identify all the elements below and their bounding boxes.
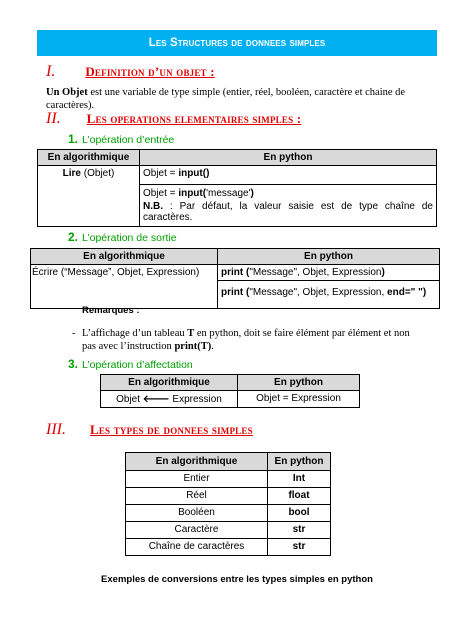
input-python-line-2: Objet = input('message') <box>143 188 254 199</box>
op-1-title: L’opération d’entrée <box>82 134 175 146</box>
table-row: Caractère str <box>126 522 331 539</box>
section-2-number: II. <box>46 110 61 127</box>
input-head-algo: En algorithmique <box>38 150 140 166</box>
table-row: Booléen bool <box>126 505 331 522</box>
input-head-python: En python <box>140 150 437 166</box>
output-head-python: En python <box>218 249 440 265</box>
section-2-heading <box>46 110 301 128</box>
assign-head-algo: En algorithmique <box>101 375 238 391</box>
op-3-title: L’opération d’affectation <box>82 359 193 371</box>
definition-text: est une variable de type simple (entier, réel, booléen, caractère et chaine de caractères). <box>46 87 406 111</box>
input-python-cell <box>140 166 437 227</box>
op-2-title: L’opération de sortie <box>82 232 177 244</box>
output-python-line-1: print ("Message", Objet, Expression) <box>218 265 439 281</box>
section-2-title: Les operations elementaires simples : <box>86 111 302 126</box>
op-2-number: 2. <box>68 230 79 244</box>
output-algo-cell: Écrire (“Message”, Objet, Expression) <box>31 265 218 309</box>
types-head-algo: En algorithmique <box>126 453 268 471</box>
input-op-table <box>37 149 437 227</box>
input-nb-note: N.B. : Par défaut, la valeur saisie est de type chaîne de caractères. <box>143 201 433 223</box>
section-1-definition <box>46 86 436 112</box>
section-1-heading <box>46 63 215 81</box>
page-banner-title: Les Structures de donnees simples <box>37 30 437 56</box>
op-3-number: 3. <box>68 357 79 371</box>
output-python-line-2: print ("Message", Objet, Expression, end=" ") <box>221 287 427 298</box>
left-arrow-icon: 🡐 <box>142 394 170 405</box>
input-algo-cell: Lire (Objet) <box>38 166 140 227</box>
section-3-title: Les types de donnees simples <box>89 422 253 437</box>
assign-op-table <box>100 374 360 408</box>
section-1-number: I. <box>46 63 56 80</box>
op-2-heading <box>68 228 177 246</box>
remarks-bullet: - <box>72 328 76 339</box>
op-3-heading <box>68 355 193 373</box>
assign-algo-cell: Objet 🡐 Expression <box>101 391 238 408</box>
section-3-number: III. <box>46 421 66 438</box>
output-op-table <box>30 248 440 309</box>
remarks-text: L’affichage d’un tableau T en python, doit se faire élément par élément et non pas avec l’instruction print(T). <box>82 328 410 352</box>
section-1-title: Definition d’un objet : <box>85 64 215 79</box>
assign-python-cell: Objet = Expression <box>238 391 360 408</box>
section-3-heading <box>46 421 253 439</box>
types-table <box>125 452 331 556</box>
table-row: Entier Int <box>126 471 331 488</box>
remarks-title: Remarques : <box>82 305 140 316</box>
conversion-examples-heading: Exemples de conversions entre les types simples en python <box>101 574 373 585</box>
input-python-line-1: Objet = input() <box>140 166 436 185</box>
output-python-cell <box>218 265 440 309</box>
op-1-number: 1. <box>68 132 79 146</box>
definition-term: Un Objet <box>46 87 88 98</box>
assign-head-python: En python <box>238 375 360 391</box>
table-row: Chaîne de caractères str <box>126 539 331 556</box>
types-head-python: En python <box>268 453 331 471</box>
op-1-heading <box>68 130 174 148</box>
output-head-algo: En algorithmique <box>31 249 218 265</box>
table-row: Réel float <box>126 488 331 505</box>
